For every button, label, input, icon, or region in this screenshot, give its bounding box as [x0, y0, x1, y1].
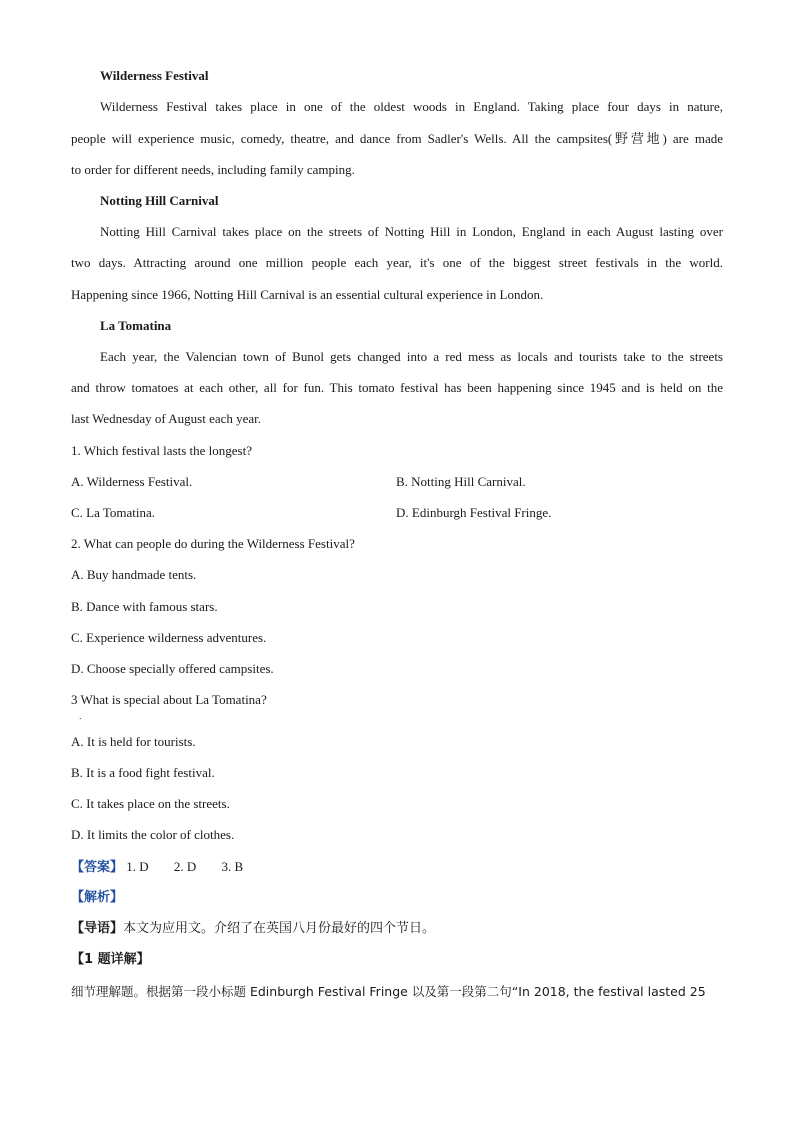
- paragraph-line: Wilderness Festival takes place in one of the oldest woods in England. Taking place four days in nature,: [100, 99, 723, 114]
- option-row: [71, 504, 723, 522]
- paragraph-line: people will experience music, comedy, theatre, and dance from Sadler's Wells. All the campsites(野营地) are made: [71, 131, 723, 146]
- question-stem: 3 What is special about La Tomatina?: [71, 692, 267, 707]
- option-a: A. It is held for tourists.: [71, 734, 196, 749]
- option-d: D. Edinburgh Festival Fringe.: [396, 505, 552, 520]
- answer-label: 【答案】: [71, 860, 124, 875]
- paragraph-line: and throw tomatoes at each other, all for fun. This tomato festival has been happening since 1945 and is held on the: [71, 380, 723, 395]
- paragraph-line: Happening since 1966, Notting Hill Carnival is an essential cultural experience in London.: [71, 287, 544, 302]
- option-c: C. Experience wilderness adventures.: [71, 630, 267, 645]
- question-stem: 2. What can people do during the Wilderness Festival?: [71, 536, 355, 551]
- paragraph-line: last Wednesday of August each year.: [71, 411, 262, 426]
- option-b: B. Notting Hill Carnival.: [396, 474, 526, 489]
- option-b: B. It is a food fight festival.: [71, 765, 215, 780]
- answer-item: 2. D: [173, 859, 197, 874]
- paragraph-line: two days. Attracting around one million people each year, it's one of the biggest street festivals in the world.: [71, 255, 723, 270]
- option-d: D. Choose specially offered campsites.: [71, 661, 274, 676]
- stray-mark: ．: [79, 712, 87, 721]
- guide-label: 【导语】: [71, 921, 124, 936]
- option-a: A. Wilderness Festival.: [71, 474, 193, 489]
- section-heading-notting-hill: Notting Hill Carnival: [100, 193, 219, 208]
- paragraph-line: to order for different needs, including family camping.: [71, 162, 355, 177]
- paragraph-line: Notting Hill Carnival takes place on the streets of Notting Hill in London, England in each August lasting over: [100, 224, 723, 239]
- option-b: B. Dance with famous stars.: [71, 599, 218, 614]
- analysis-label: 【解析】: [71, 890, 124, 905]
- question-stem: 1. Which festival lasts the longest?: [71, 443, 252, 458]
- option-row: [71, 473, 723, 491]
- detail-heading: 【1 题详解】: [71, 952, 150, 967]
- answer-row: [71, 858, 723, 877]
- option-c: C. It takes place on the streets.: [71, 796, 230, 811]
- option-a: A. Buy handmade tents.: [71, 567, 197, 582]
- section-heading-la-tomatina: La Tomatina: [100, 318, 172, 333]
- option-c: C. La Tomatina.: [71, 505, 156, 520]
- section-heading-wilderness: Wilderness Festival: [100, 68, 209, 83]
- paragraph-line: Each year, the Valencian town of Bunol gets changed into a red mess as locals and tourists take to the streets: [100, 349, 723, 364]
- option-d: D. It limits the color of clothes.: [71, 827, 235, 842]
- detail-text: 细节理解题。根据第一段小标题 Edinburgh Festival Fringe 以及第一段第二句“In 2018, the festival lasted 25: [71, 984, 706, 999]
- guide-text: 本文为应用文。介绍了在英国八月份最好的四个节日。: [123, 921, 436, 936]
- guide-row: [71, 920, 723, 938]
- answer-item: 1. D: [126, 859, 149, 874]
- answer-item: 3. B: [221, 859, 244, 874]
